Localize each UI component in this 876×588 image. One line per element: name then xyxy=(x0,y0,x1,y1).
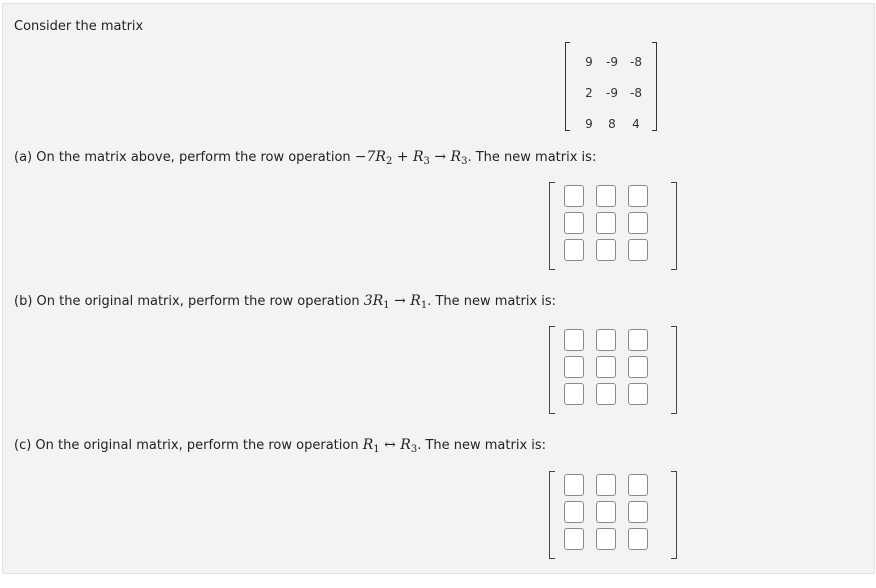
left-bracket xyxy=(549,471,555,559)
matrix-entry: 9 xyxy=(585,54,593,69)
part-a-suffix: . The new matrix is: xyxy=(467,150,597,165)
answer-cell[interactable] xyxy=(564,212,584,234)
answer-cell[interactable] xyxy=(596,528,616,550)
answer-cell[interactable] xyxy=(628,383,648,405)
answer-cell[interactable] xyxy=(628,356,648,378)
part-a-operation: $-7R_2 + R_3 \to R_3$ xyxy=(354,149,468,167)
answer-cell[interactable] xyxy=(564,239,584,261)
answer-cell[interactable] xyxy=(596,383,616,405)
answer-cell[interactable] xyxy=(564,528,584,550)
answer-grid xyxy=(564,329,650,405)
right-bracket xyxy=(652,42,657,131)
answer-cell[interactable] xyxy=(596,474,616,496)
answer-cell[interactable] xyxy=(596,329,616,351)
part-a-answer-matrix xyxy=(549,182,677,270)
part-b-answer-matrix xyxy=(549,326,677,414)
matrix-entry: -9 xyxy=(606,54,618,69)
right-bracket xyxy=(671,182,677,270)
part-c-prompt xyxy=(14,437,546,453)
part-c-text: (c) On the original matrix, perform the row operation xyxy=(14,438,363,453)
answer-cell[interactable] xyxy=(628,239,648,261)
answer-cell[interactable] xyxy=(596,501,616,523)
part-c-operation: $R_1$ ↔ $R_3$ xyxy=(362,437,418,455)
left-bracket xyxy=(565,42,570,131)
answer-cell[interactable] xyxy=(596,185,616,207)
matrix-entry: -9 xyxy=(606,85,618,100)
question-card xyxy=(2,3,875,574)
part-b-operation: $3R_1 \to R_1$ xyxy=(363,293,428,311)
answer-cell[interactable] xyxy=(628,329,648,351)
part-c-suffix: . The new matrix is: xyxy=(417,438,547,453)
answer-cell[interactable] xyxy=(596,356,616,378)
matrix-entry: 9 xyxy=(585,116,593,131)
answer-cell[interactable] xyxy=(564,356,584,378)
matrix-entry: 8 xyxy=(608,116,616,131)
matrix-entry: -8 xyxy=(630,85,642,100)
original-matrix-grid xyxy=(578,46,648,139)
answer-cell[interactable] xyxy=(596,239,616,261)
answer-cell[interactable] xyxy=(628,501,648,523)
original-matrix xyxy=(565,42,657,131)
answer-cell[interactable] xyxy=(564,474,584,496)
answer-grid xyxy=(564,185,650,261)
left-bracket xyxy=(549,326,555,414)
matrix-entry: -8 xyxy=(630,54,642,69)
intro-text: Consider the matrix xyxy=(14,19,144,34)
answer-cell[interactable] xyxy=(628,212,648,234)
part-c-answer-matrix xyxy=(549,471,677,559)
part-b-prompt xyxy=(14,293,556,309)
part-a-text: (a) On the matrix above, perform the row operation xyxy=(14,150,355,165)
part-b-text: (b) On the original matrix, perform the row operation xyxy=(14,294,364,309)
answer-cell[interactable] xyxy=(628,185,648,207)
right-bracket xyxy=(671,471,677,559)
answer-cell[interactable] xyxy=(628,528,648,550)
answer-cell[interactable] xyxy=(628,474,648,496)
answer-cell[interactable] xyxy=(564,501,584,523)
matrix-entry: 4 xyxy=(632,116,640,131)
right-bracket xyxy=(671,326,677,414)
part-b-suffix: . The new matrix is: xyxy=(427,294,557,309)
part-a-prompt xyxy=(14,149,596,165)
answer-cell[interactable] xyxy=(564,383,584,405)
matrix-entry: 2 xyxy=(585,85,593,100)
answer-cell[interactable] xyxy=(564,329,584,351)
answer-cell[interactable] xyxy=(596,212,616,234)
left-bracket xyxy=(549,182,555,270)
answer-cell[interactable] xyxy=(564,185,584,207)
answer-grid xyxy=(564,474,650,550)
